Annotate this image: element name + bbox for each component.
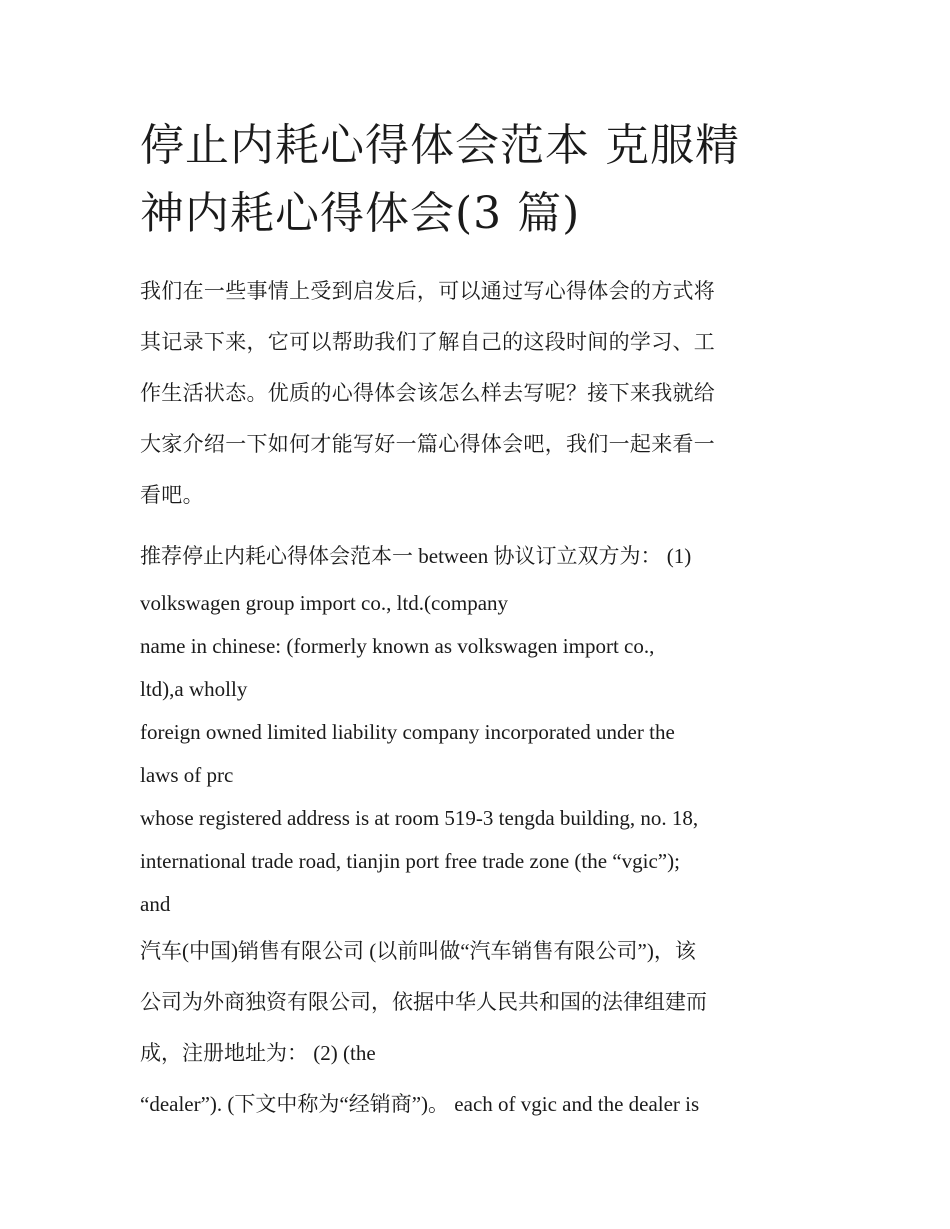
intro-line: 大家介绍一下如何才能写好一篇心得体会吧，我们一起来看一 bbox=[140, 432, 716, 456]
agreement-text bbox=[140, 531, 830, 1130]
document-title bbox=[140, 112, 830, 248]
intro-paragraph bbox=[140, 266, 830, 521]
body-line: foreign owned limited liability company incorporated under the bbox=[140, 720, 675, 744]
body-line: 汽车(中国)销售有限公司 (以前叫做“汽车销售有限公司”)，该 bbox=[140, 939, 696, 963]
body-line: international trade road, tianjin port free trade zone (the “vgic”); bbox=[140, 849, 680, 873]
title-line: 神内耗心得体会(3 篇) bbox=[140, 188, 581, 239]
body-line: volkswagen group import co., ltd.(company bbox=[140, 591, 509, 615]
body-line: 公司为外商独资有限公司，依据中华人民共和国的法律组建而 bbox=[140, 990, 707, 1014]
body-line: 成，注册地址为： (2) (the bbox=[140, 1041, 376, 1065]
document-page bbox=[140, 112, 830, 1130]
intro-line: 我们在一些事情上受到启发后，可以通过写心得体会的方式将 bbox=[140, 279, 716, 303]
body-line: name in chinese: (formerly known as volkswagen import co., bbox=[140, 634, 655, 658]
body-line: “dealer”). (下文中称为“经销商”)。 each of vgic and the dealer is bbox=[140, 1092, 700, 1116]
intro-line: 其记录下来，它可以帮助我们了解自己的这段时间的学习、工 bbox=[140, 330, 716, 354]
body-line: whose registered address is at room 519-3 tengda building, no. 18, bbox=[140, 806, 699, 830]
body-line: ltd),a wholly bbox=[140, 677, 248, 701]
body-line: 推荐停止内耗心得体会范本一 between 协议订立双方为： (1) bbox=[140, 544, 692, 568]
body-line: laws of prc bbox=[140, 763, 234, 787]
intro-line: 看吧。 bbox=[140, 483, 204, 507]
body-line: and bbox=[140, 892, 171, 916]
intro-line: 作生活状态。优质的心得体会该怎么样去写呢？接下来我就给 bbox=[140, 381, 716, 405]
title-line: 停止内耗心得体会范本 克服精 bbox=[140, 120, 740, 171]
